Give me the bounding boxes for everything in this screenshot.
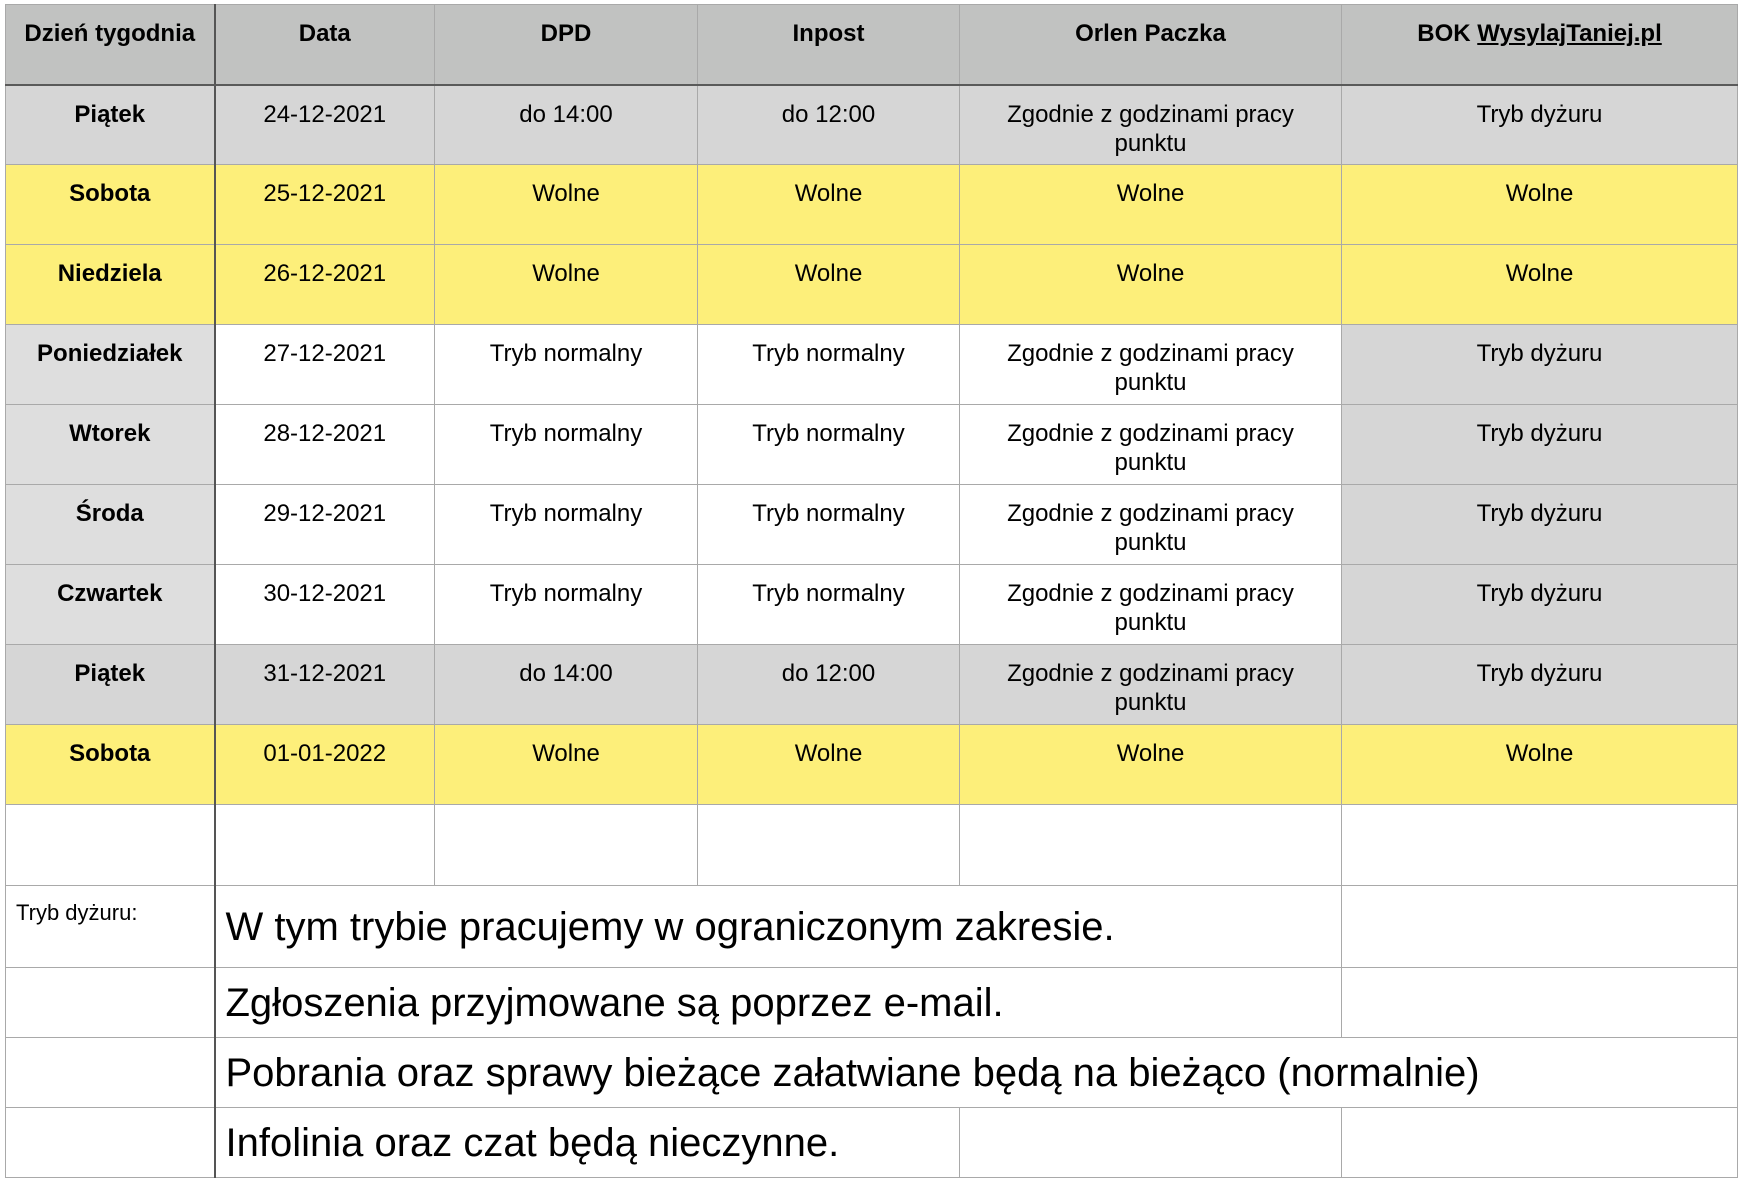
day-cell: Wtorek — [6, 405, 215, 485]
header-bok-prefix: BOK — [1417, 20, 1471, 47]
note-row — [6, 1038, 1738, 1108]
inpost-cell: Tryb normalny — [698, 565, 960, 645]
date-cell: 24-12-2021 — [215, 85, 435, 165]
date-cell: 26-12-2021 — [215, 245, 435, 325]
empty-cell — [1342, 805, 1738, 886]
date-cell: 31-12-2021 — [215, 645, 435, 725]
day-cell: Czwartek — [6, 565, 215, 645]
empty-cell — [215, 805, 435, 886]
header-row — [6, 5, 1738, 85]
date-cell: 28-12-2021 — [215, 405, 435, 485]
empty-cell — [960, 1108, 1342, 1178]
inpost-cell: Wolne — [698, 165, 960, 245]
bok-cell: Tryb dyżuru — [1342, 565, 1738, 645]
day-cell: Sobota — [6, 725, 215, 805]
dpd-cell: Tryb normalny — [435, 565, 698, 645]
table-row — [6, 85, 1738, 165]
note-label: Tryb dyżuru: — [6, 886, 215, 968]
inpost-cell: do 12:00 — [698, 85, 960, 165]
inpost-cell: Wolne — [698, 725, 960, 805]
header-dpd: DPD — [435, 5, 698, 85]
date-cell: 25-12-2021 — [215, 165, 435, 245]
bok-cell: Tryb dyżuru — [1342, 325, 1738, 405]
dpd-cell: Wolne — [435, 725, 698, 805]
bok-cell: Tryb dyżuru — [1342, 645, 1738, 725]
empty-cell — [960, 805, 1342, 886]
orlen-cell: Wolne — [960, 245, 1342, 325]
table-row — [6, 565, 1738, 645]
empty-cell — [6, 805, 215, 886]
header-orlen: Orlen Paczka — [960, 5, 1342, 85]
note-row — [6, 886, 1738, 968]
empty-cell — [1342, 968, 1738, 1038]
bok-cell: Wolne — [1342, 165, 1738, 245]
dpd-cell: Tryb normalny — [435, 325, 698, 405]
note-row — [6, 968, 1738, 1038]
table-row — [6, 725, 1738, 805]
day-cell: Piątek — [6, 85, 215, 165]
orlen-cell: Zgodnie z godzinami pracy punktu — [960, 645, 1342, 725]
wysylajtaniej-link[interactable]: WysylajTaniej.pl — [1477, 20, 1662, 47]
day-cell: Piątek — [6, 645, 215, 725]
table-row — [6, 245, 1738, 325]
orlen-cell: Zgodnie z godzinami pracy punktu — [960, 565, 1342, 645]
date-cell: 01-01-2022 — [215, 725, 435, 805]
orlen-cell: Zgodnie z godzinami pracy punktu — [960, 485, 1342, 565]
table-row — [6, 645, 1738, 725]
dpd-cell: do 14:00 — [435, 645, 698, 725]
note-line: W tym trybie pracujemy w ograniczonym zakresie. — [215, 886, 1342, 968]
date-cell: 27-12-2021 — [215, 325, 435, 405]
note-line: Zgłoszenia przyjmowane są poprzez e-mail. — [215, 968, 1342, 1038]
header-inpost: Inpost — [698, 5, 960, 85]
day-cell: Poniedziałek — [6, 325, 215, 405]
day-cell: Niedziela — [6, 245, 215, 325]
header-bok — [1342, 5, 1738, 85]
holiday-schedule-table — [5, 4, 1738, 1178]
inpost-cell: Tryb normalny — [698, 325, 960, 405]
note-line: Infolinia oraz czat będą nieczynne. — [215, 1108, 960, 1178]
inpost-cell: Tryb normalny — [698, 485, 960, 565]
empty-cell — [1342, 1108, 1738, 1178]
bok-cell: Wolne — [1342, 245, 1738, 325]
header-day: Dzień tygodnia — [6, 5, 215, 85]
bok-cell: Wolne — [1342, 725, 1738, 805]
empty-cell — [6, 1038, 215, 1108]
dpd-cell: Wolne — [435, 245, 698, 325]
date-cell: 30-12-2021 — [215, 565, 435, 645]
bok-cell: Tryb dyżuru — [1342, 85, 1738, 165]
table-row — [6, 485, 1738, 565]
day-cell: Środa — [6, 485, 215, 565]
inpost-cell: do 12:00 — [698, 645, 960, 725]
empty-row — [6, 805, 1738, 886]
orlen-cell: Wolne — [960, 725, 1342, 805]
table-row — [6, 165, 1738, 245]
empty-cell — [698, 805, 960, 886]
inpost-cell: Tryb normalny — [698, 405, 960, 485]
orlen-cell: Zgodnie z godzinami pracy punktu — [960, 85, 1342, 165]
dpd-cell: Wolne — [435, 165, 698, 245]
empty-cell — [6, 1108, 215, 1178]
empty-cell — [1342, 886, 1738, 968]
orlen-cell: Wolne — [960, 165, 1342, 245]
dpd-cell: Tryb normalny — [435, 405, 698, 485]
bok-cell: Tryb dyżuru — [1342, 485, 1738, 565]
dpd-cell: Tryb normalny — [435, 485, 698, 565]
empty-cell — [6, 968, 215, 1038]
orlen-cell: Zgodnie z godzinami pracy punktu — [960, 405, 1342, 485]
note-row — [6, 1108, 1738, 1178]
table-row — [6, 325, 1738, 405]
dpd-cell: do 14:00 — [435, 85, 698, 165]
orlen-cell: Zgodnie z godzinami pracy punktu — [960, 325, 1342, 405]
day-cell: Sobota — [6, 165, 215, 245]
bok-cell: Tryb dyżuru — [1342, 405, 1738, 485]
note-line: Pobrania oraz sprawy bieżące załatwiane będą na bieżąco (normalnie) — [215, 1038, 1738, 1108]
table-row — [6, 405, 1738, 485]
empty-cell — [435, 805, 698, 886]
date-cell: 29-12-2021 — [215, 485, 435, 565]
header-date: Data — [215, 5, 435, 85]
inpost-cell: Wolne — [698, 245, 960, 325]
